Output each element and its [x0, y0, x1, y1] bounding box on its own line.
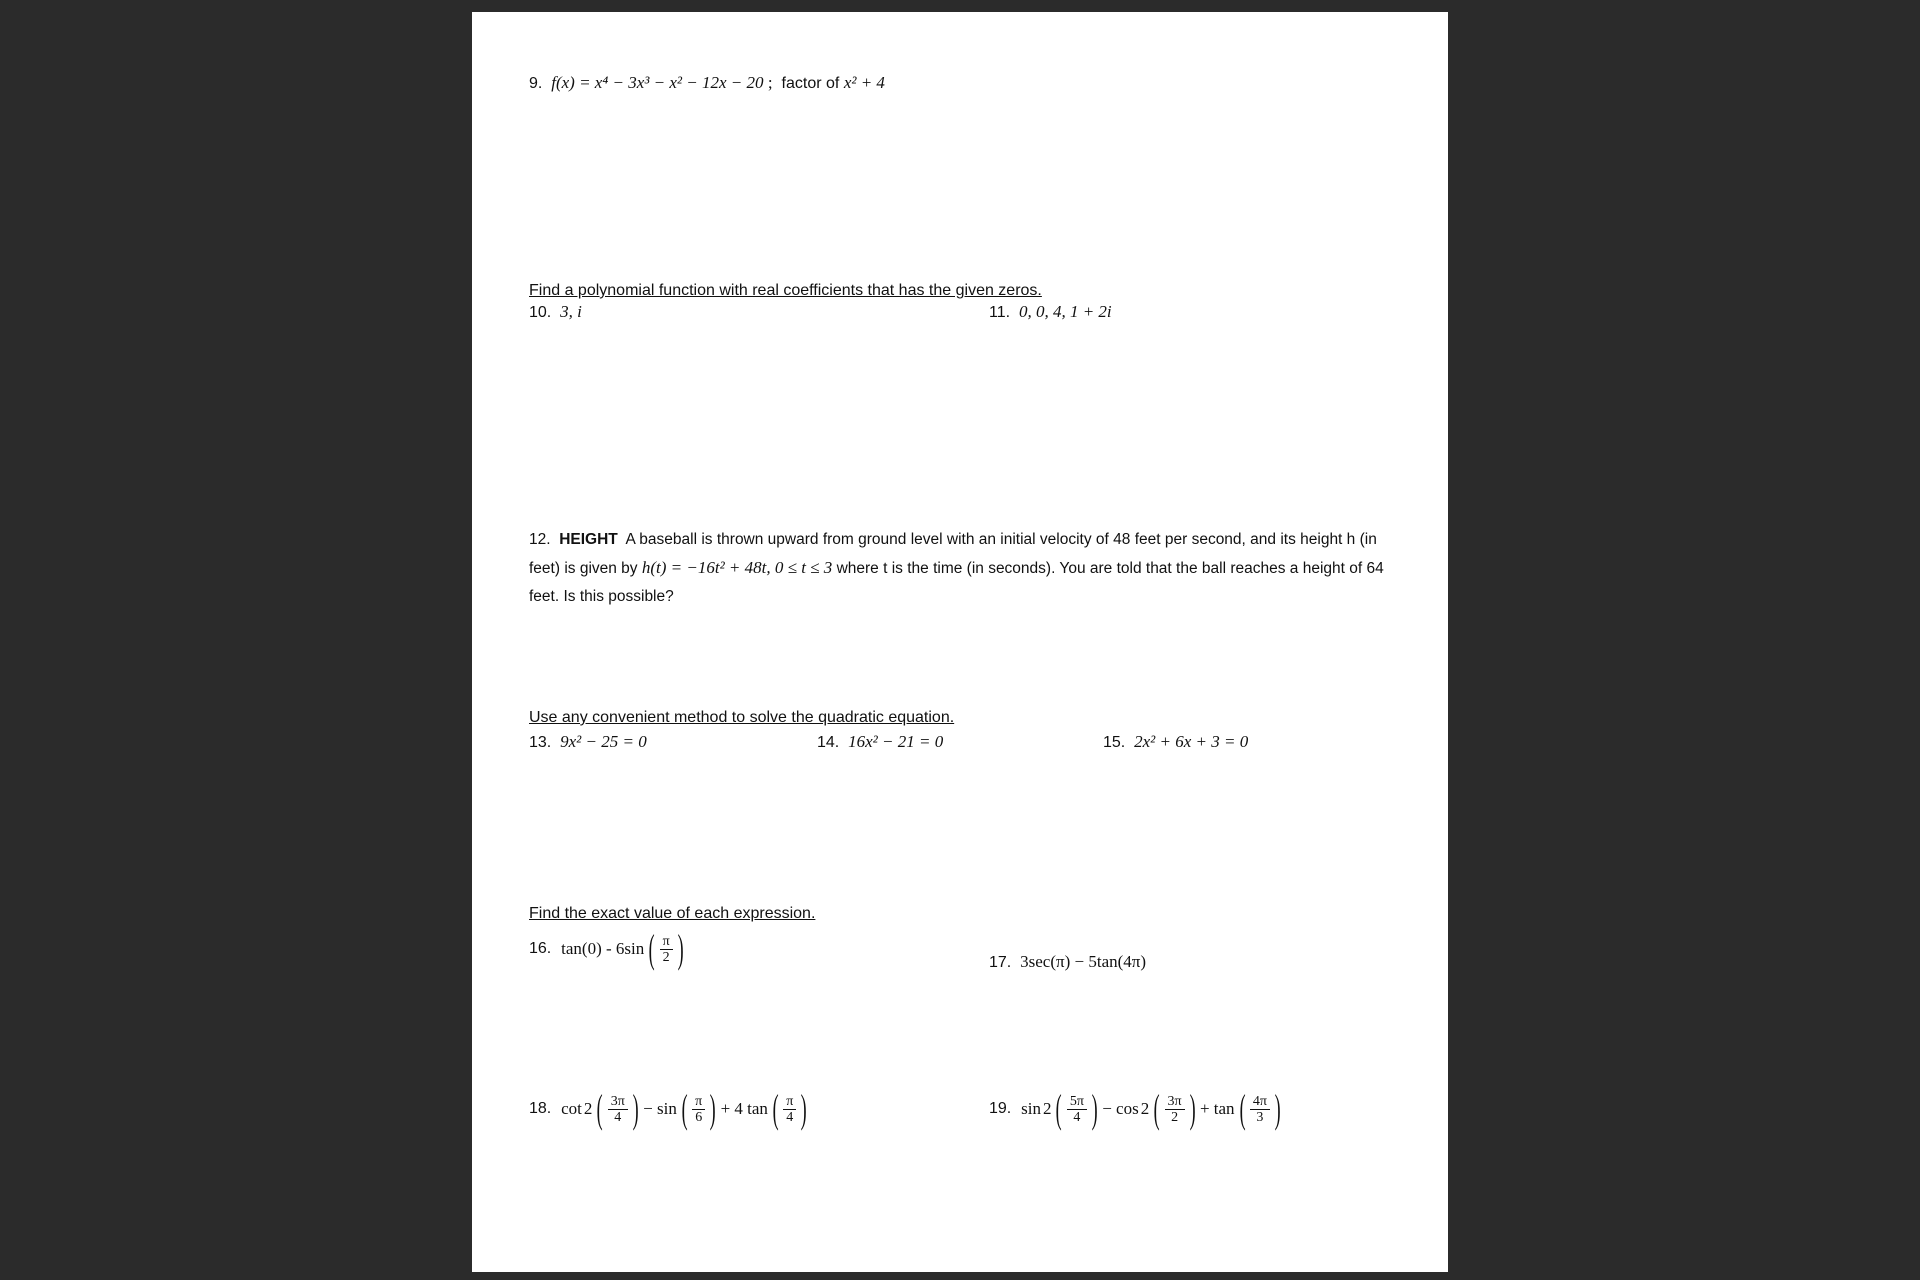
- question-number: 14.: [817, 734, 840, 751]
- equation: 9x² − 25 = 0: [560, 732, 647, 751]
- question-18: 18. cot 2 ( $\frac{3\pi}{4}$ ) − sin ( $\frac{\pi}{6}$ ) + 4 tan ( $\frac{\pi}{4}$ ): [529, 1089, 811, 1129]
- trig-function: sin: [1021, 1099, 1041, 1118]
- numerator: π: [783, 1094, 796, 1110]
- fraction-group: ( $\frac{4\pi}{3}$ ): [1239, 1086, 1281, 1131]
- numerator: π: [692, 1094, 705, 1110]
- question-number: 11.: [989, 304, 1011, 321]
- numerator: π: [660, 934, 673, 950]
- trig-function: − cos: [1102, 1099, 1139, 1118]
- question-number: 16.: [529, 940, 552, 957]
- question-15: [1103, 732, 1248, 753]
- numerator: 3π: [608, 1094, 628, 1110]
- separator: ;: [767, 73, 773, 92]
- question-number: 15.: [1103, 734, 1126, 751]
- denominator: 2: [662, 949, 670, 965]
- question-14: [817, 732, 943, 753]
- question-number: 19.: [989, 1100, 1012, 1117]
- question-19: 19. sin 2 ( $\frac{5\pi}{4}$ ) − cos 2 ( $\frac{3\pi}{2}$ ) + tan ( $\frac{4\pi}{3}$ ): [989, 1089, 1284, 1129]
- denominator: 4: [1073, 1109, 1081, 1125]
- question-number: 13.: [529, 734, 552, 751]
- question-text-2: where t is the time (in seconds). You are told that the ball reaches a height of 64 feet. Is this possible?: [529, 560, 1384, 605]
- equation: 2x² + 6x + 3 = 0: [1134, 732, 1249, 751]
- section-heading-exact: Find the exact value of each expression.: [529, 905, 816, 922]
- section-heading-zeros: Find a polynomial function with real coefficients that has the given zeros.: [529, 282, 1042, 299]
- worksheet-page: [472, 12, 1448, 1272]
- trig-function: + tan: [1199, 1099, 1235, 1118]
- factor-expression: x² + 4: [843, 73, 885, 92]
- height-function: h(t) = −16t² + 48t, 0 ≤ t ≤ 3: [641, 558, 833, 577]
- function-expression: f(x) = x⁴ − 3x³ − x² − 12x − 20: [551, 73, 764, 92]
- equation: 16x² − 21 = 0: [848, 732, 944, 751]
- numerator: 4π: [1250, 1094, 1270, 1110]
- question-text-1: A baseball is thrown upward from ground level with an initial velocity of 48 feet per second, and its height h (in feet) is given by: [529, 531, 1377, 577]
- trig-function: cot: [561, 1099, 582, 1118]
- question-12: [529, 526, 1399, 611]
- question-number: 10.: [529, 304, 552, 321]
- trig-function: + 4 tan: [720, 1099, 768, 1118]
- trig-function: − sin: [643, 1099, 677, 1118]
- zeros-list: 0, 0, 4, 1 + 2i: [1018, 302, 1112, 321]
- numerator: 5π: [1067, 1094, 1087, 1110]
- fraction-group: ( $\frac{\pi}{2}$ ): [648, 926, 684, 971]
- question-16: [529, 926, 687, 971]
- zeros-list: 3, i: [560, 302, 582, 321]
- question-10: [529, 302, 582, 323]
- question-9: [529, 73, 885, 94]
- denominator: 6: [695, 1109, 703, 1125]
- question-number: 9.: [529, 75, 543, 92]
- question-number: 12.: [529, 531, 551, 548]
- fraction-group: ( $\frac{3\pi}{2}$ ): [1153, 1086, 1196, 1131]
- question-number: 18.: [529, 1100, 552, 1117]
- question-text: factor of: [781, 75, 840, 92]
- denominator: 4: [786, 1109, 794, 1125]
- expression-prefix: tan(0) - 6sin: [561, 939, 645, 958]
- fraction-group: ( $\frac{\pi}{6}$ ): [681, 1086, 716, 1131]
- denominator: 2: [1171, 1109, 1179, 1125]
- question-17: [989, 952, 1146, 973]
- fraction-group: ( $\frac{\pi}{4}$ ): [772, 1086, 808, 1131]
- question-11: [989, 302, 1112, 323]
- expression: 3sec(π) − 5tan(4π): [1020, 952, 1147, 971]
- question-number: 17.: [989, 954, 1012, 971]
- fraction-group: ( $\frac{3\pi}{4}$ ): [597, 1086, 639, 1131]
- question-13: [529, 732, 647, 753]
- section-heading-quadratic: Use any convenient method to solve the quadratic equation.: [529, 709, 955, 726]
- denominator: 3: [1256, 1109, 1264, 1125]
- fraction-group: ( $\frac{5\pi}{4}$ ): [1056, 1086, 1098, 1131]
- question-label: HEIGHT: [559, 531, 618, 548]
- denominator: 4: [614, 1109, 622, 1125]
- numerator: 3π: [1165, 1094, 1185, 1110]
